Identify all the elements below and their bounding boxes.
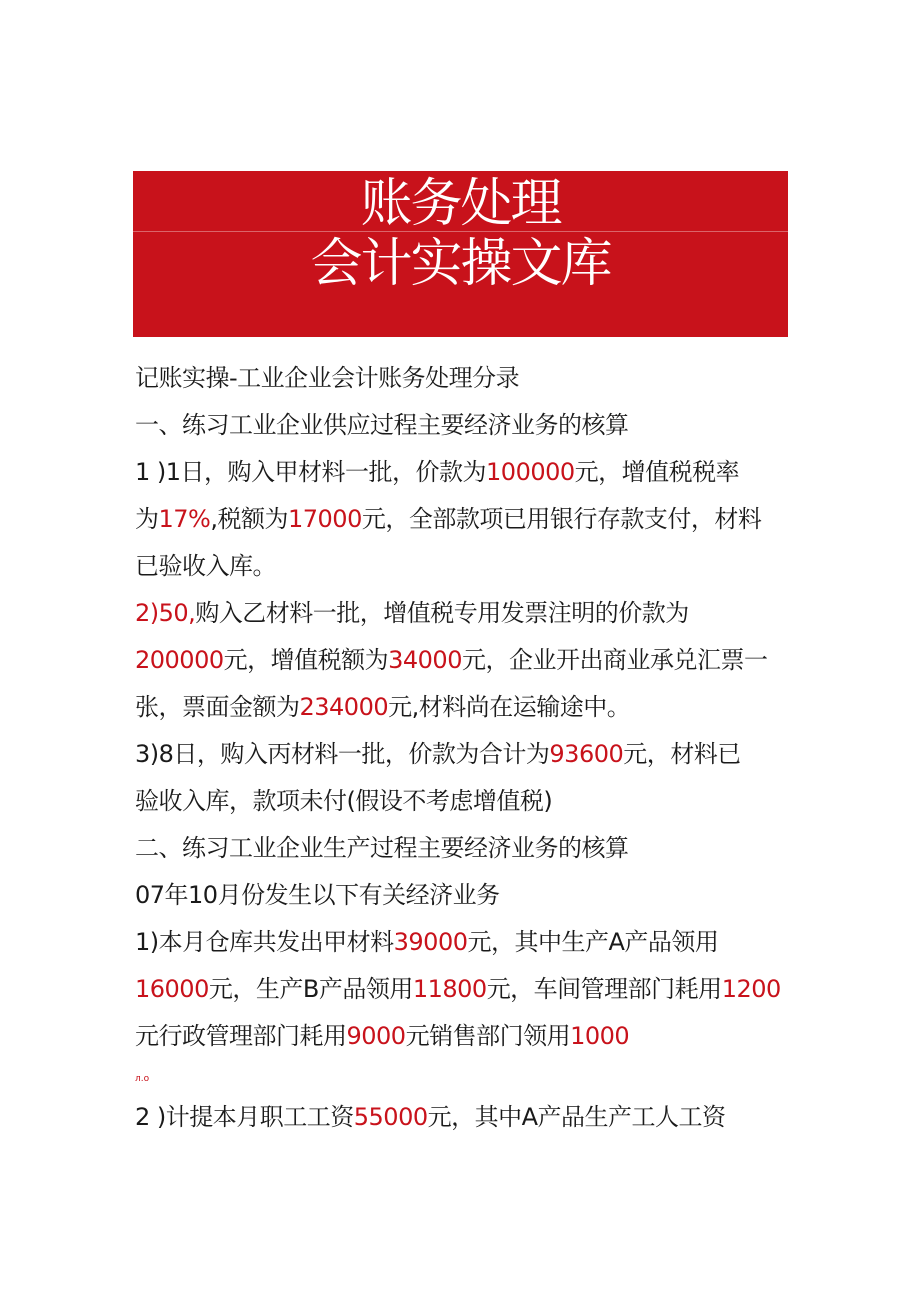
paragraph-line: 已验收入库。 (135, 552, 276, 580)
document-body (135, 355, 795, 1141)
paragraph-line: 3)8日，购入丙材料一批，价款为合计为93600元，材料已 (135, 740, 741, 768)
banner-title-line2: 会计实操文库 (310, 234, 611, 294)
paragraph-line: 为17%,税额为17000元，全部款项已用银行存款支付，材料 (135, 505, 762, 533)
paragraph-line: 2 )计提本月职工工资55000元，其中A产品生产工人工资 (135, 1103, 726, 1131)
paragraph-line: 1 )1日，购入甲材料一批，价款为100000元，增值税税率 (135, 458, 740, 486)
paragraph-line: 张，票面金额为234000元,材料尚在运输途中。 (135, 693, 631, 721)
paragraph-line: 验收入库，款项未付(假设不考虑增值税) (135, 787, 553, 815)
paragraph-line: 07年10月份发生以下有关经济业务 (135, 881, 500, 909)
title-banner (133, 171, 788, 337)
paragraph-line: 1)本月仓库共发出甲材料39000元，其中生产A产品领用 (135, 928, 719, 956)
banner-divider (133, 231, 788, 232)
paragraph-line: 2)50,购入乙材料一批，增值税专用发票注明的价款为 (135, 599, 689, 627)
section-heading-1: 一、练习工业企业供应过程主要经济业务的核算 (135, 411, 629, 439)
section-heading-2: 二、练习工业企业生产过程主要经济业务的核算 (135, 834, 629, 862)
doc-heading: 记账实操-工业企业会计账务处理分录 (135, 364, 520, 392)
banner-title-line1: 账务处理 (360, 174, 561, 234)
paragraph-line: 元行政管理部门耗用9000元销售部门领用1000 (135, 1022, 630, 1050)
tiny-mark: л.о (135, 1074, 150, 1084)
paragraph-line: 200000元，增值税额为34000元，企业开出商业承兑汇票一 (135, 646, 768, 674)
paragraph-line: 16000元，生产B产品领用11800元，车间管理部门耗用1200 (135, 975, 781, 1003)
